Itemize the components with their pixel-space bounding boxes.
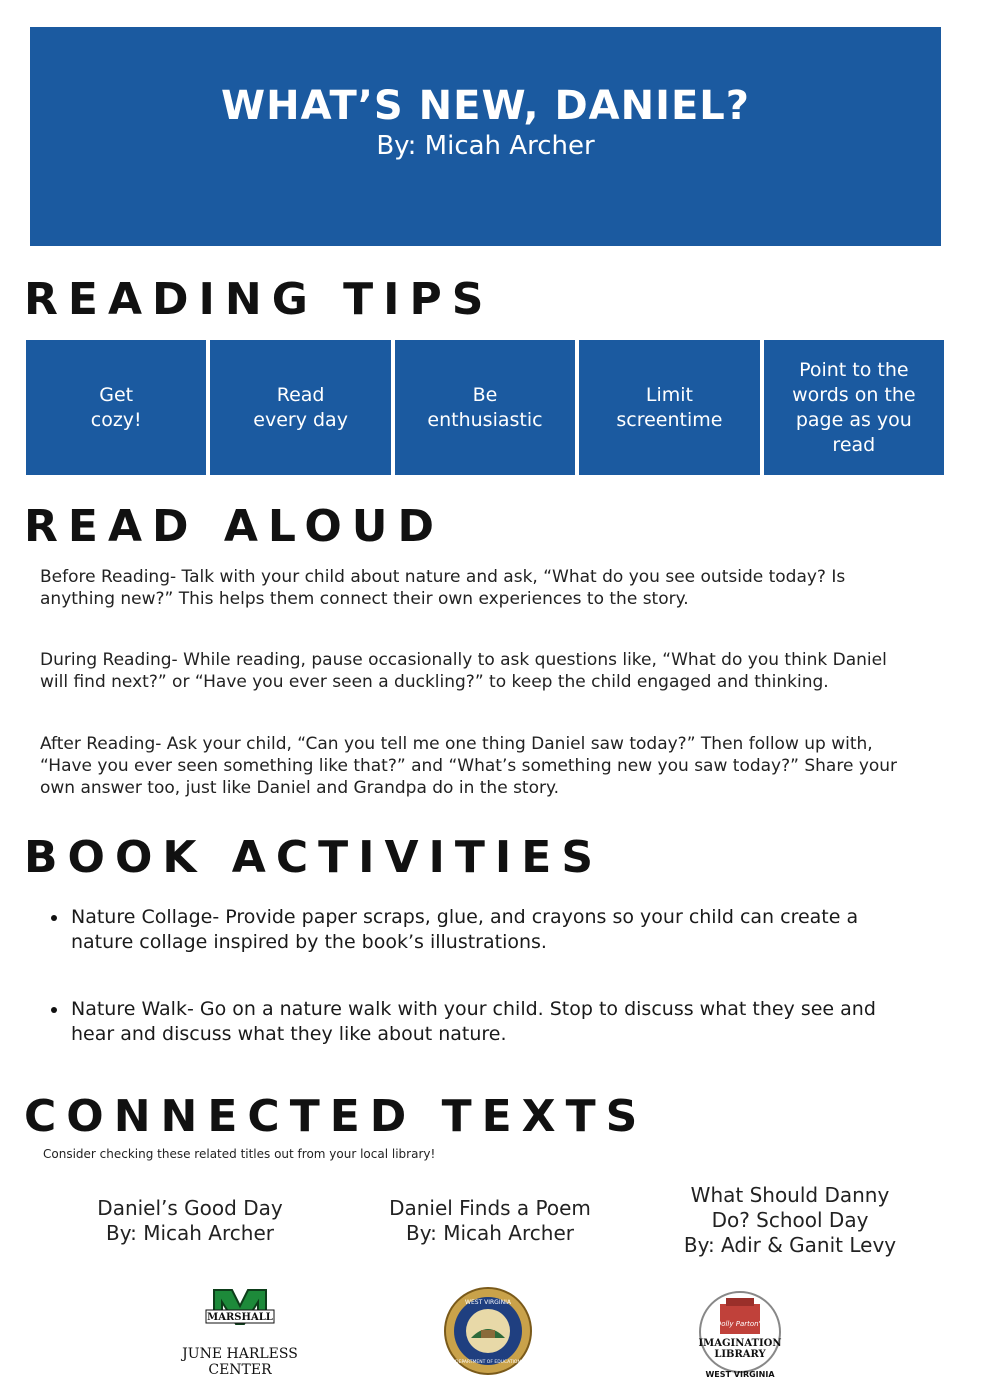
list-item: Nature Collage- Provide paper scraps, glue, and crayons so your child can create a nature collage inspired by the book’s illustrations.	[48, 905, 908, 955]
connected-book	[380, 1196, 600, 1246]
seal-top-text: WEST VIRGINIA	[465, 1299, 511, 1306]
connected-texts-heading: CONNECTED TEXTS	[24, 1091, 648, 1142]
before-reading-text: Before Reading- Talk with your child about nature and ask, “What do you see outside today? Is anything new?” This helps them connect their own experiences to the story.	[40, 567, 846, 609]
reading-tips-heading: READING TIPS	[24, 274, 494, 325]
tip-text: Limit	[645, 383, 693, 406]
tip-text: enthusiastic	[427, 408, 543, 431]
read-aloud-heading: READ ALOUD	[24, 501, 445, 552]
during-reading-text: During Reading- While reading, pause occasionally to ask questions like, “What do you think Daniel will find next?” or “Have you ever seen a duckling?” to keep the child engaged and thinking.	[40, 650, 887, 692]
tip-text: Be	[472, 383, 498, 406]
book-activities-heading: BOOK ACTIVITIES	[24, 832, 604, 883]
book-title: Daniel Finds a Poem	[389, 1196, 591, 1220]
connected-book	[85, 1196, 295, 1246]
tip-card	[210, 340, 390, 475]
tip-card	[395, 340, 575, 475]
tip-text: cozy!	[90, 408, 142, 431]
book-author: By: Micah Archer	[106, 1221, 274, 1245]
tip-text: every day	[253, 408, 348, 431]
brand-text: Dolly Parton's	[715, 1320, 765, 1328]
title-banner	[30, 27, 941, 246]
tip-card	[764, 340, 944, 475]
reading-tips-row	[26, 340, 944, 475]
logo-line1: IMAGINATION	[698, 1338, 782, 1349]
marshall-name: MARSHALL	[207, 1312, 273, 1323]
book-title: What Should Danny Do? School Day	[690, 1183, 890, 1232]
book-author: By: Adir & Ganit Levy	[683, 1233, 897, 1257]
list-item: Nature Walk- Go on a nature walk with your child. Stop to discuss what they see and hear and discuss what they like about nature.	[48, 997, 908, 1047]
book-title: Daniel’s Good Day	[97, 1196, 283, 1220]
tip-text: Point to the words on the page as you read	[792, 358, 916, 456]
logo-line2: CENTER	[208, 1362, 272, 1378]
logo-state: WEST VIRGINIA	[705, 1370, 775, 1379]
book-author: By: Micah Archer	[376, 131, 595, 161]
connected-book	[670, 1183, 910, 1258]
connected-subtitle: Consider checking these related titles out from your local library!	[43, 1147, 436, 1161]
tip-text: Read	[276, 383, 325, 406]
tip-card	[26, 340, 206, 475]
tip-text: Get	[99, 383, 134, 406]
logo-line1: JUNE HARLESS	[182, 1346, 298, 1362]
after-reading-text: After Reading- Ask your child, “Can you tell me one thing Daniel saw today?” Then follow up with, “Have you ever seen something like that?” and “What’s something new you saw today?” Share your own answer too, just like Daniel and Grandpa do in the story.	[40, 734, 898, 798]
tip-card	[579, 340, 759, 475]
seal-bottom-text: DEPARTMENT OF EDUCATION	[455, 1360, 521, 1365]
marshall-june-harless-logo	[180, 1288, 300, 1380]
book-title: WHAT’S NEW, DANIEL?	[221, 83, 750, 129]
wv-department-of-education-seal	[443, 1286, 533, 1376]
imagination-library-logo	[692, 1290, 788, 1382]
logo-line2: LIBRARY	[714, 1349, 766, 1360]
activities-list	[48, 905, 908, 1089]
tip-text: screentime	[616, 408, 723, 431]
book-author: By: Micah Archer	[406, 1221, 574, 1245]
